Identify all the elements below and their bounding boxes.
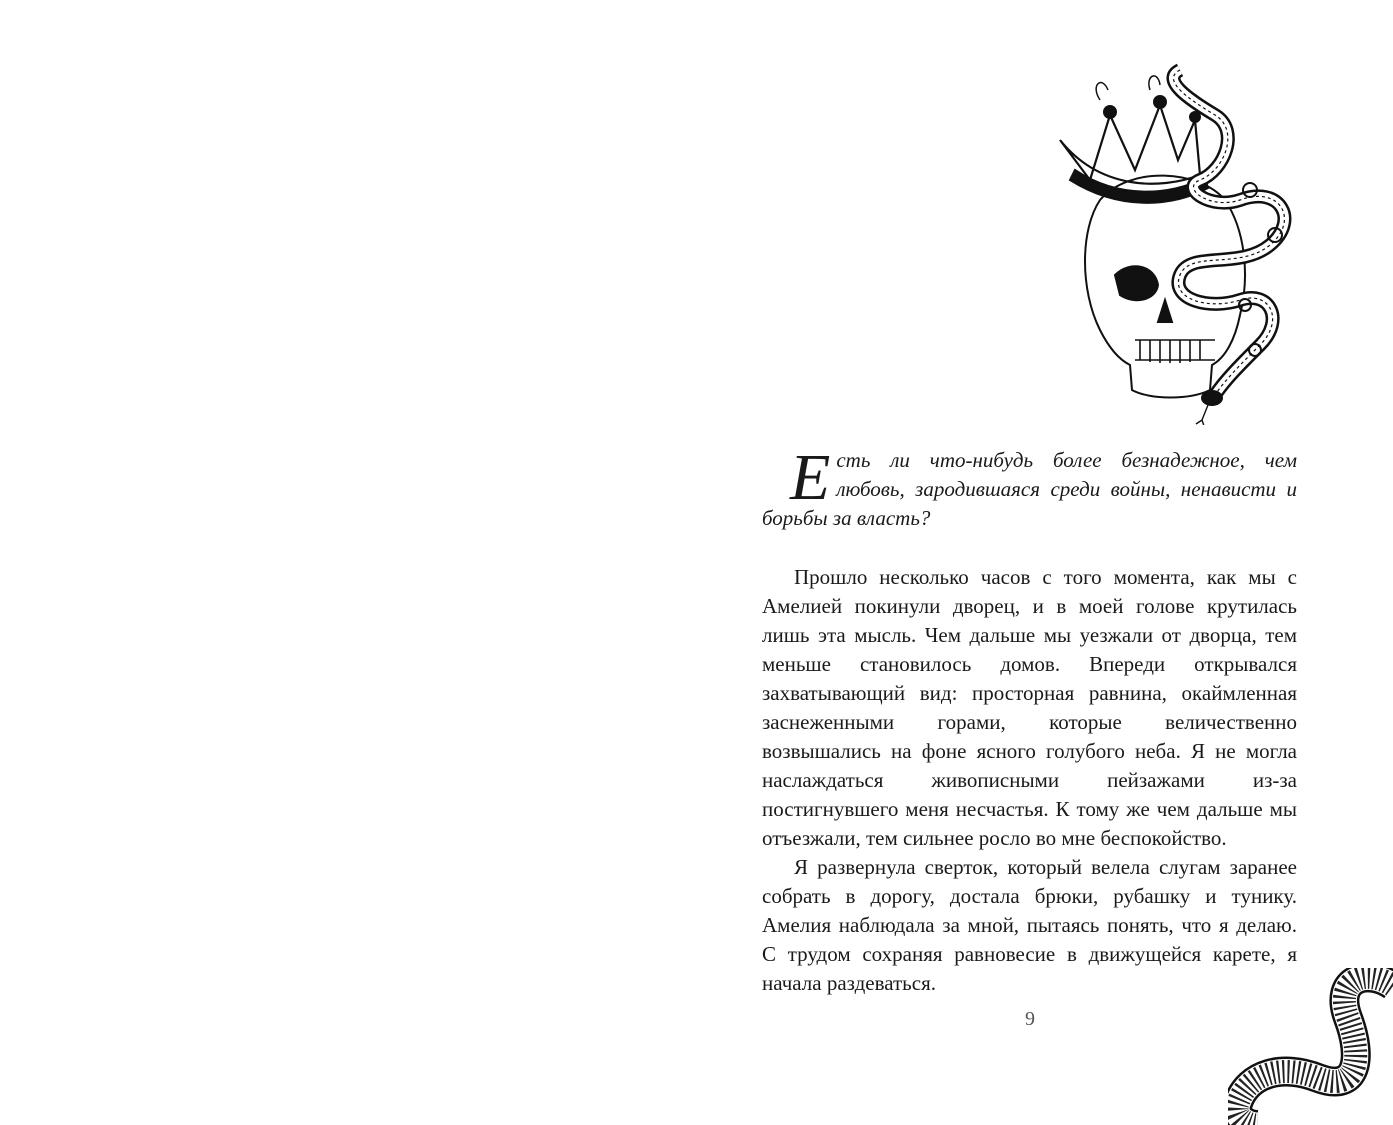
chapter-body xyxy=(762,563,1297,998)
epigraph-dropcap: Е xyxy=(790,441,831,514)
snake-icon xyxy=(1228,968,1393,1125)
epigraph-text: сть ли что-нибудь более безнадежное, чем любовь, зародившаяся среди войны, ненависти и борьбы за власть? xyxy=(762,448,1297,530)
left-page-blank xyxy=(0,0,696,1125)
page-number: 9 xyxy=(1025,1008,1035,1030)
epigraph xyxy=(762,441,1297,533)
skull-crown-snake-icon xyxy=(1040,60,1330,425)
paragraph-2: Я развернула сверток, который велела слугам заранее собрать в дорогу, достала брюки, рубашку и тунику. Амелия наблюдала за мной, пытаясь понять, что я делаю. С трудом сохраняя равновесие в движущейся карете, я начала раздеваться. xyxy=(762,855,1297,995)
paragraph-1: Прошло несколько часов с того момента, как мы с Амелией покинули дворец, и в моей голове крутилась лишь эта мысль. Чем дальше мы уезжали от дворца, тем меньше становилось домов. Впереди открывался захватывающий вид: просторная равнина, окаймленная заснеженными горами, которые величественно возвышались на фоне ясного голубого неба. Я не могла наслаждаться живописными пейзажами из-за постигнувшего меня несчастья. К тому же чем дальше мы отъезжали, тем сильнее росло во мне беспокойство. xyxy=(762,565,1297,850)
